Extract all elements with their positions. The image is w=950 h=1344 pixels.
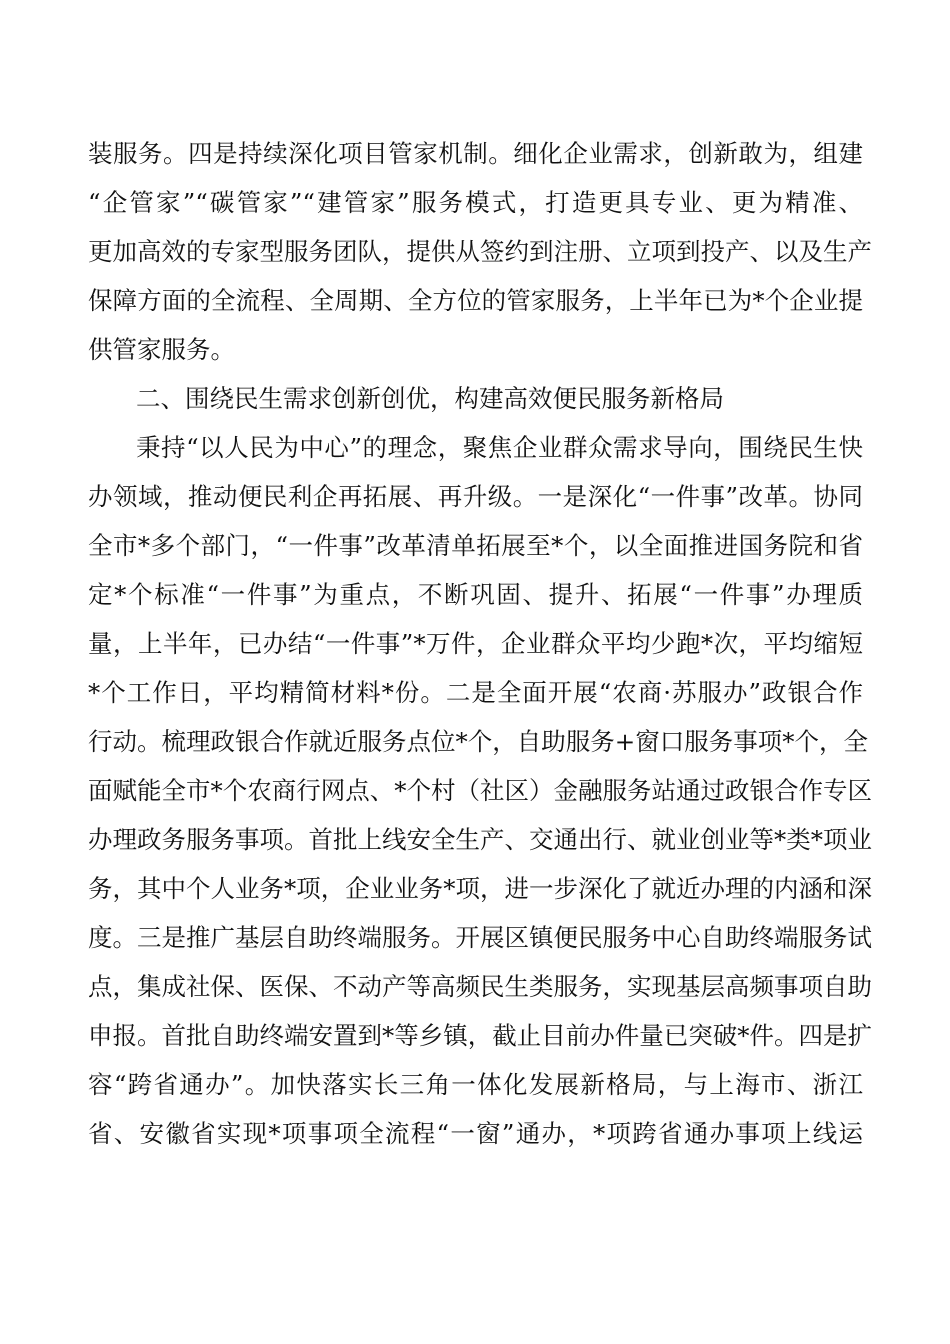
paragraph-2-line-9: 办理政务服务事项。首批上线安全生产、交通出行、就业创业等*类*项业 [88,825,872,854]
paragraph-1-line-5: 供管家服务。 [88,335,235,364]
paragraph-2-line-10: 务，其中个人业务*项，企业业务*项，进一步深化了就近办理的内涵和深 [88,874,872,903]
section-heading: 二、围绕民生需求创新创优，构建高效便民服务新格局 [136,384,724,413]
paragraph-1-line-3: 更加高效的专家型服务团队，提供从签约到注册、立项到投产、以及生产 [88,237,872,266]
paragraph-1-line-2: “企管家”“碳管家”“建管家”服务模式，打造更具专业、更为精准、 [88,188,863,217]
paragraph-2-line-4: 定*个标准“一件事”为重点，不断巩固、提升、拓展“一件事”办理质 [88,580,863,609]
paragraph-2-line-1: 秉持“以人民为中心”的理念，聚焦企业群众需求导向，围绕民生快 [136,433,863,462]
paragraph-2-line-11: 度。三是推广基层自助终端服务。开展区镇便民服务中心自助终端服务试 [88,923,872,952]
paragraph-1-line-1: 装服务。四是持续深化项目管家机制。细化企业需求，创新敢为，组建 [88,139,863,168]
paragraph-2-line-8: 面赋能全市*个农商行网点、*个村（社区）金融服务站通过政银合作专区 [88,776,872,805]
paragraph-2-line-6: *个工作日，平均精简材料*份。二是全面开展“农商·苏服办”政银合作 [88,678,863,707]
paragraph-2-line-12: 点，集成社保、医保、不动产等高频民生类服务，实现基层高频事项自助 [88,972,872,1001]
paragraph-2-line-15: 省、安徽省实现*项事项全流程“一窗”通办，*项跨省通办事项上线运 [88,1119,863,1148]
paragraph-1-line-4: 保障方面的全流程、全周期、全方位的管家服务，上半年已为*个企业提 [88,286,863,315]
paragraph-2-line-14: 容“跨省通办”。加快落实长三角一体化发展新格局，与上海市、浙江 [88,1070,863,1099]
paragraph-2-line-13: 申报。首批自助终端安置到*等乡镇，截止目前办件量已突破*件。四是扩 [88,1021,872,1050]
paragraph-2-line-5: 量，上半年，已办结“一件事”*万件，企业群众平均少跑*次，平均缩短 [88,629,863,658]
paragraph-2-line-3: 全市*多个部门，“一件事”改革清单拓展至*个，以全面推进国务院和省 [88,531,863,560]
paragraph-2-line-7: 行动。梳理政银合作就近服务点位*个，自助服务+窗口服务事项*个，全 [88,727,869,756]
paragraph-2-line-2: 办领域，推动便民利企再拓展、再升级。一是深化“一件事”改革。协同 [88,482,863,511]
